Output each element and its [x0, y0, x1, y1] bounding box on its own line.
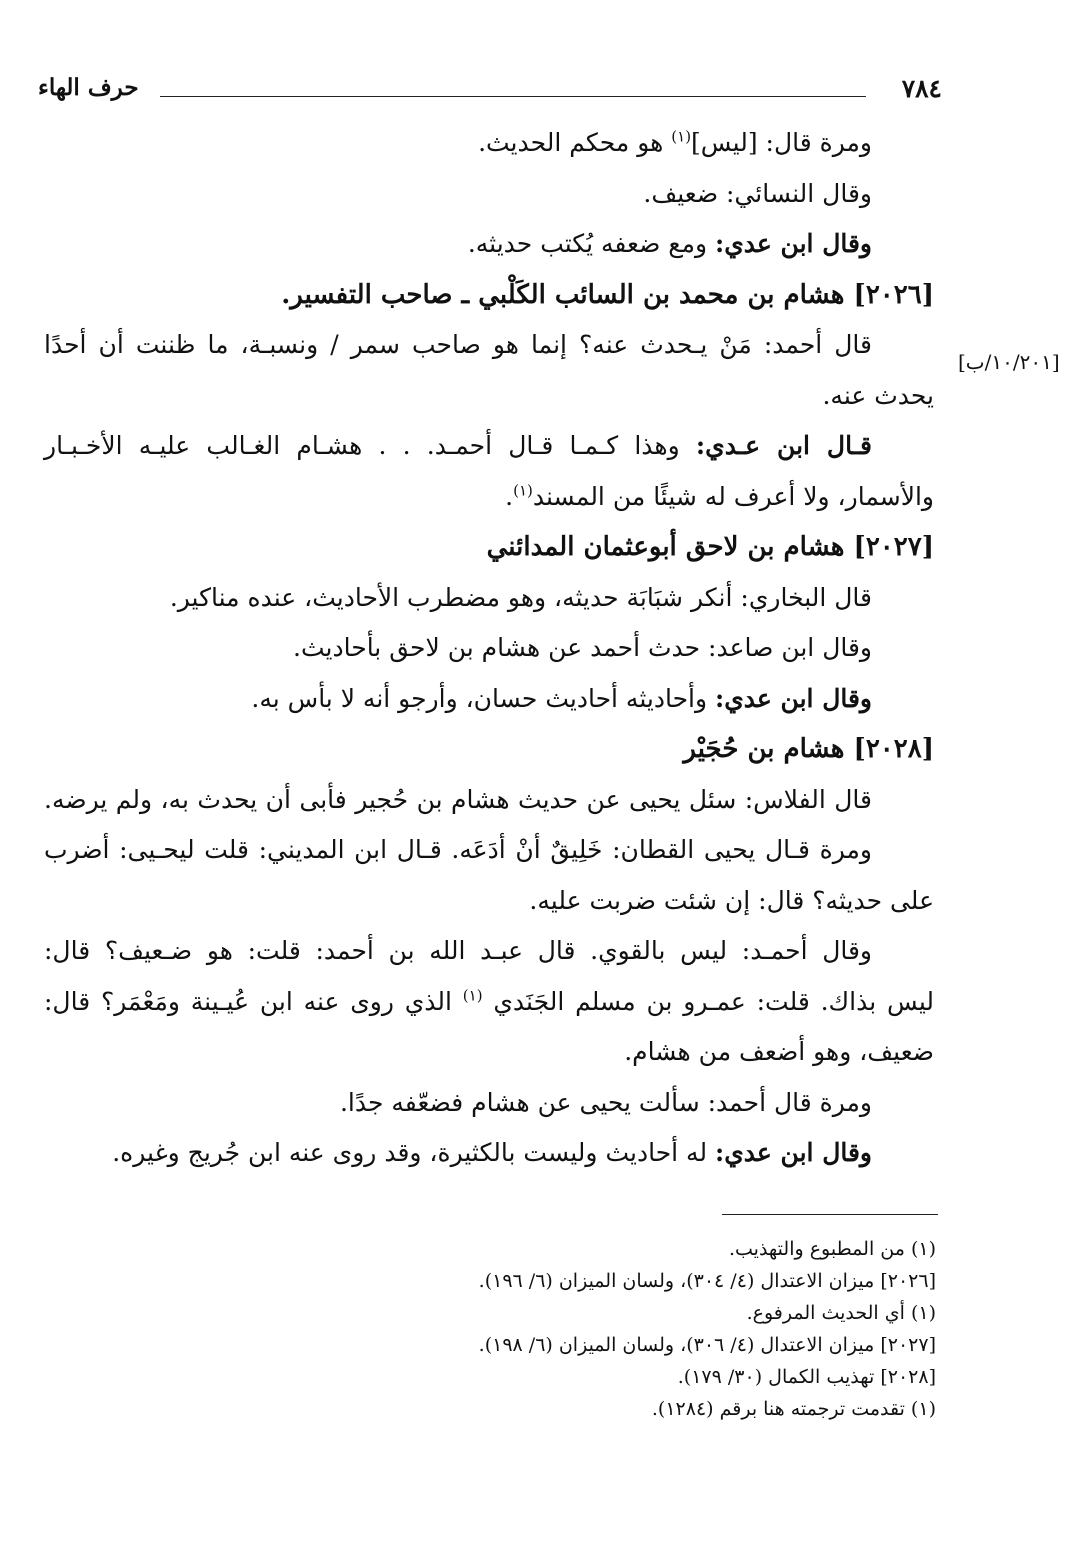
footnote-marker: (١) — [513, 481, 533, 500]
text-line: قـال ابن عـدي: وهذا كـمـا قـال أحمـد. . . هشـام الغـالب عليـه الأخـبـار — [44, 431, 872, 460]
narrator-label: وقال ابن عدي: — [715, 229, 872, 258]
narrator-label: وقال ابن عدي: — [715, 683, 872, 713]
text-line: ضعيف، وهو أضعف من هشام. — [624, 1037, 934, 1066]
narrator-label: وقال ابن عدي: — [715, 1138, 872, 1167]
page-number: ٧٨٤ — [901, 74, 942, 103]
narrator-label: قـال ابن عـدي: — [695, 431, 872, 460]
running-title: حرف الهاء — [38, 74, 139, 101]
text-line: وقال ابن عدي: ومع ضعفه يُكتب حديثه. — [467, 229, 872, 258]
entry-heading-2028: [٢٠٢٨] هشام بن حُجَيْر — [683, 734, 934, 764]
entry-heading-2027: [٢٠٢٧] هشام بن لاحق أبوعثمان المدائني — [486, 532, 934, 562]
footnote-marker: (١) — [462, 986, 483, 1005]
footnote-marker: (١) — [671, 127, 692, 146]
footnotes — [300, 1236, 936, 1428]
text-line: ومرة قـال يحيى القطان: خَلِيقٌ أنْ أدَعَه. قـال ابن المديني: قلت ليحـيى: أضرب — [44, 835, 872, 864]
text-line: ليس بذاك. قلت: عمـرو بن مسلم الجَنَدي $^{(١)}$ الذي روى عنه ابن عُيـينة ومَعْمَر؟ قال: — [44, 986, 934, 1016]
footnote-separator — [722, 1214, 938, 1215]
footnote: [٢٠٢٨] تهذيب الكمال (٣٠/ ١٧٩). — [677, 1366, 936, 1388]
text-line: وقال ابن صاعد: حدث أحمد عن هشام بن لاحق بأحاديث. — [293, 633, 872, 662]
text-line: والأسمار، ولا أعرف له شيئًا من المسند$^{(١)}$. — [505, 481, 934, 511]
footnote: (١) من المطبوع والتهذيب. — [728, 1238, 936, 1260]
text-line: على حديثه؟ قال: إن شئت ضربت عليه. — [529, 885, 934, 915]
text-line: قال أحمد: مَنْ يـحدث عنه؟ إنما هو صاحب سمر / ونسبـة، ما ظننت أن أحدًا — [44, 330, 872, 359]
page-header — [38, 74, 942, 114]
footnote: (١) أي الحديث المرفوع. — [746, 1302, 936, 1324]
text-line: وقال أحمـد: ليس بالقوي. قال عبـد الله بن أحمد: قلت: هو ضـعيف؟ قال: — [44, 936, 872, 965]
footnote: [٢٠٢٦] ميزان الاعتدال (٤/ ٣٠٤)، ولسان الميزان (٦/ ١٩٦). — [478, 1270, 936, 1292]
text-line: ومرة قال: [ليس]$^{(١)}$ هو محكم الحديث. — [478, 127, 872, 157]
text-line: ومرة قال أحمد: سألت يحيى عن هشام فضعّفه جدًا. — [339, 1087, 872, 1117]
text-line: قال البخاري: أنكر شبَابَة حديثه، وهو مضطرب الأحاديث، عنده مناكير. — [169, 582, 872, 612]
footnote: [٢٠٢٧] ميزان الاعتدال (٤/ ٣٠٦)، ولسان الميزان (٦/ ١٩٨). — [478, 1334, 936, 1356]
footnote: (١) تقدمت ترجمته هنا برقم (١٢٨٤). — [651, 1398, 936, 1420]
entry-heading-2026: [٢٠٢٦] هشام بن محمد بن السائب الكَلْبي ـ صاحب التفسير. — [281, 279, 934, 310]
manuscript-folio-note: [١٠/٢٠١/ب] — [958, 350, 1060, 374]
header-rule — [160, 96, 866, 97]
text-line: وقال النسائي: ضعيف. — [643, 178, 872, 208]
text-line: وقال ابن عدي: له أحاديث وليست بالكثيرة، وقد روى عنه ابن جُريج وغيره. — [112, 1138, 872, 1167]
text-line: وقال ابن عدي: وأحاديثه أحاديث حسان، وأرجو أنه لا بأس به. — [251, 683, 872, 713]
text-line: يحدث عنه. — [822, 380, 934, 410]
main-text — [44, 128, 934, 1189]
text-line: قال الفلاس: سئل يحيى عن حديث هشام بن حُجير فأبى أن يحدث به، ولم يرضه. — [44, 784, 872, 814]
